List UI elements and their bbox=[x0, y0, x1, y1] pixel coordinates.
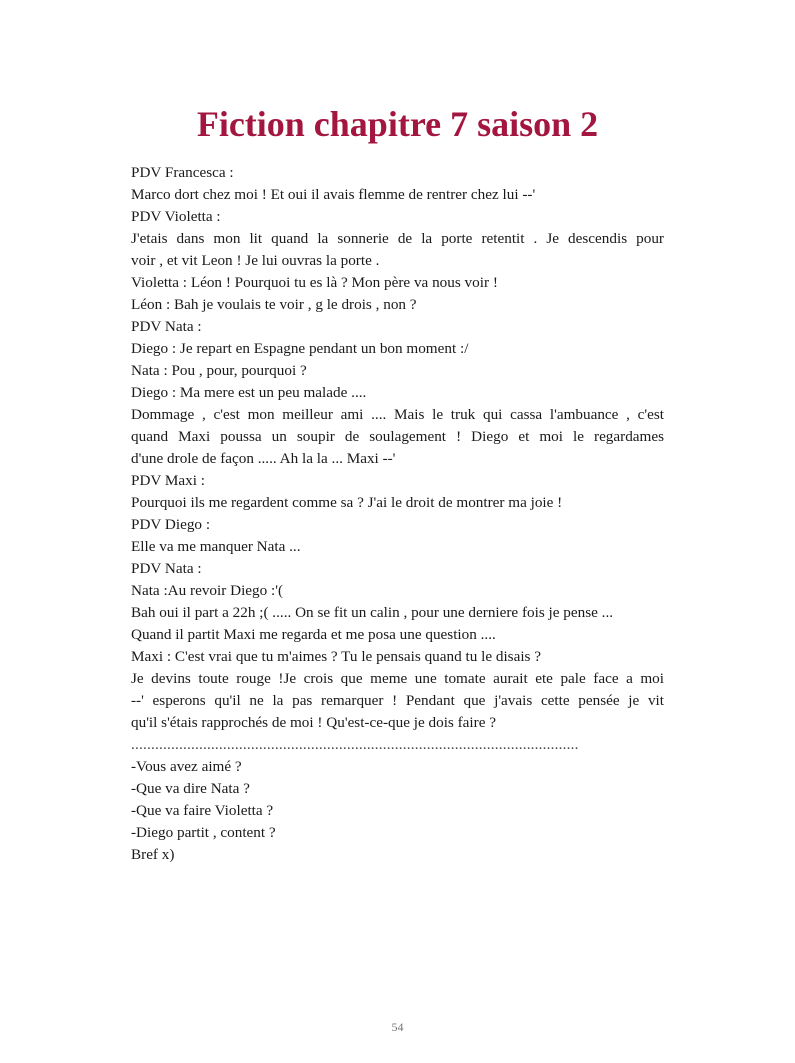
text-line: voir , et vit Leon ! Je lui ouvras la porte . bbox=[131, 252, 380, 269]
text-line: Léon : Bah je voulais te voir , g le drois , non ? bbox=[131, 296, 417, 313]
text-line: PDV Diego : bbox=[131, 516, 211, 533]
text-line: Nata : Pou , pour, pourquoi ? bbox=[131, 362, 307, 379]
text-line: qu'il s'étais rapprochés de moi ! Qu'est-ce-que je dois faire ? bbox=[131, 714, 496, 731]
text-line: --' esperons qu'il ne la pas remarquer ! Pendant que j'avais cette pensée je vit bbox=[131, 692, 664, 709]
story-body bbox=[131, 162, 664, 866]
text-line: PDV Nata : bbox=[131, 318, 202, 335]
text-line: quand Maxi poussa un soupir de soulagement ! Diego et moi le regardames bbox=[131, 428, 664, 445]
page-number: 54 bbox=[391, 1020, 404, 1034]
text-line: J'etais dans mon lit quand la sonnerie de la porte retentit . Je descendis pour bbox=[131, 230, 664, 247]
text-line: Diego : Ma mere est un peu malade .... bbox=[131, 384, 367, 401]
text-line: Nata :Au revoir Diego :'( bbox=[131, 582, 284, 599]
text-line: -Que va faire Violetta ? bbox=[131, 802, 274, 819]
text-line: Diego : Je repart en Espagne pendant un bon moment :/ bbox=[131, 340, 469, 357]
text-line: PDV Nata : bbox=[131, 560, 202, 577]
text-line: Pourquoi ils me regardent comme sa ? J'ai le droit de montrer ma joie ! bbox=[131, 494, 563, 511]
text-line: -Diego partit , content ? bbox=[131, 824, 276, 841]
text-line: Maxi : C'est vrai que tu m'aimes ? Tu le pensais quand tu le disais ? bbox=[131, 648, 541, 665]
text-line: Elle va me manquer Nata ... bbox=[131, 538, 301, 555]
text-line: Quand il partit Maxi me regarda et me posa une question .... bbox=[131, 626, 496, 643]
text-line: d'une drole de façon ..... Ah la la ... Maxi --' bbox=[131, 450, 396, 467]
text-line: PDV Francesca : bbox=[131, 164, 234, 181]
text-line: Violetta : Léon ! Pourquoi tu es là ? Mon père va nous voir ! bbox=[131, 274, 498, 291]
text-line: Bref x) bbox=[131, 846, 175, 863]
text-line: Marco dort chez moi ! Et oui il avais flemme de rentrer chez lui --' bbox=[131, 186, 536, 203]
text-line: Bah oui il part a 22h ;( ..... On se fit un calin , pour une derniere fois je pense ... bbox=[131, 604, 614, 621]
text-line: -Vous avez aimé ? bbox=[131, 758, 242, 775]
text-line: Dommage , c'est mon meilleur ami .... Mais le truk qui cassa l'ambuance , c'est bbox=[131, 406, 664, 423]
text-line: PDV Maxi : bbox=[131, 472, 205, 489]
separator-dots: ................................................................................................................ bbox=[131, 736, 579, 753]
page-title: Fiction chapitre 7 saison 2 bbox=[196, 104, 599, 144]
text-line: PDV Violetta : bbox=[131, 208, 221, 225]
text-line: -Que va dire Nata ? bbox=[131, 780, 250, 797]
text-line: Je devins toute rouge !Je crois que meme une tomate aurait ete pale face a moi bbox=[131, 670, 664, 687]
